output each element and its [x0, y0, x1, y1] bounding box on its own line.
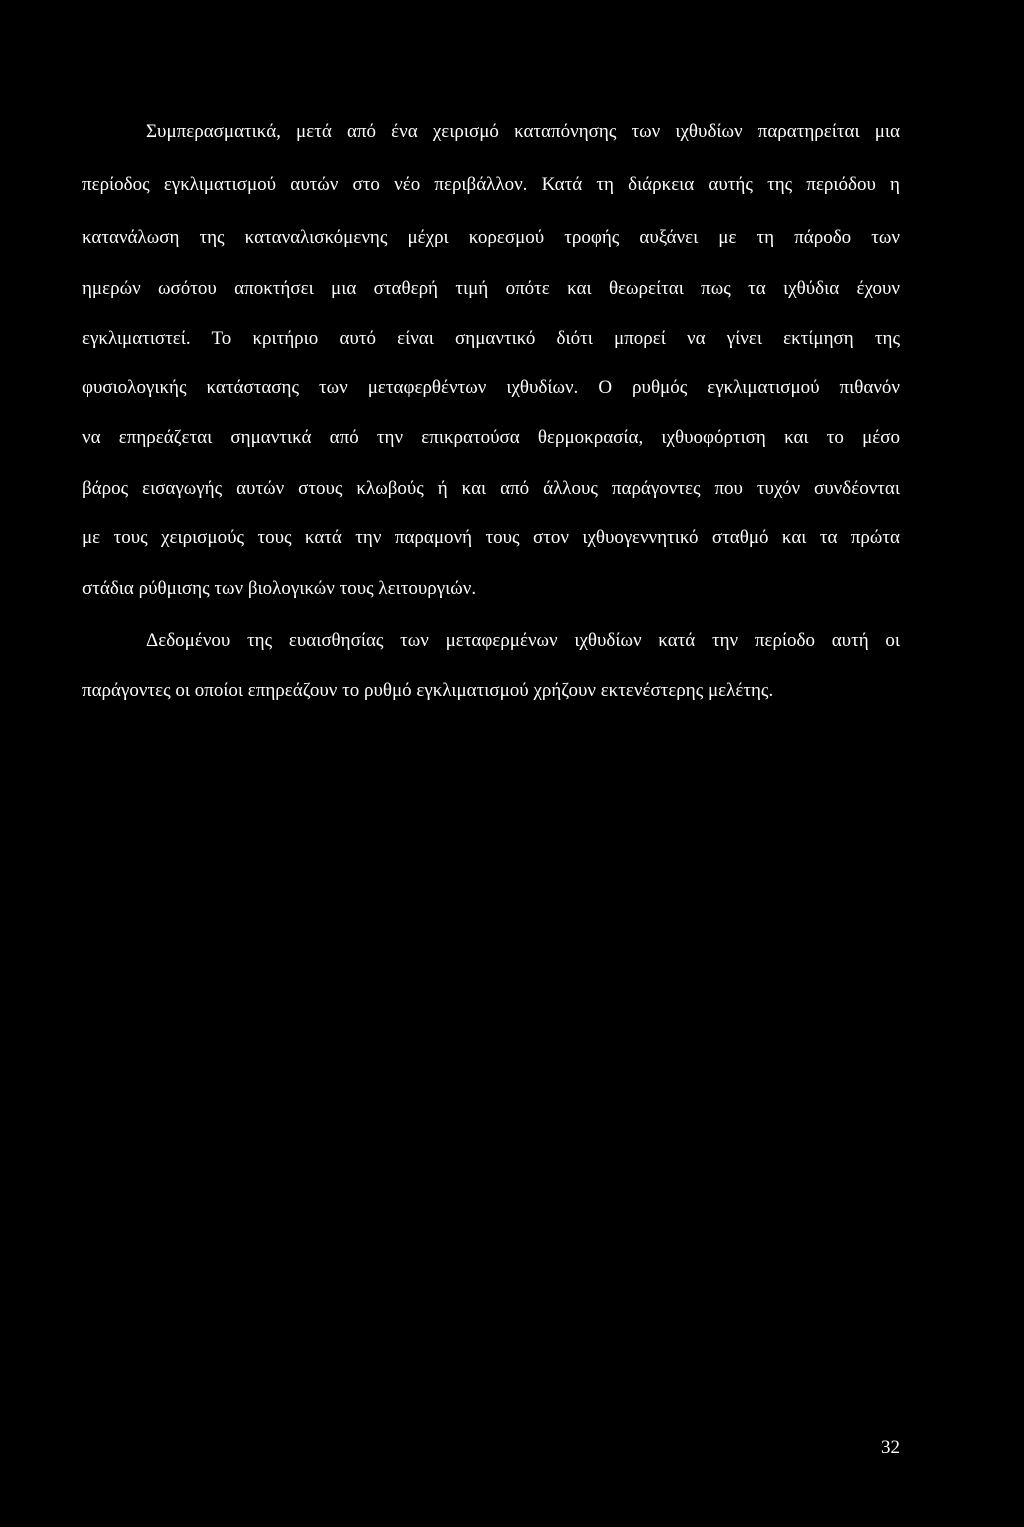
paragraph-line: με τους χειρισμούς τους κατά την παραμονή τους στον ιχθυογεννητικό σταθμό και τα πρώτα [82, 527, 900, 548]
paragraph-line: ημερών ωσότου αποκτήσει μια σταθερή τιμή οπότε και θεωρείται πως τα ιχθύδια έχουν [82, 278, 900, 299]
paragraph-line: παράγοντες οι οποίοι επηρεάζουν το ρυθμό εγκλιματισμού χρήζουν εκτενέστερης μελέτης. [82, 680, 774, 701]
paragraph-line: στάδια ρύθμισης των βιολογικών τους λειτουργιών. [82, 578, 477, 599]
paragraph-line: περίοδος εγκλιματισμού αυτών στο νέο περιβάλλον. Κατά τη διάρκεια αυτής της περιόδου η [82, 174, 900, 195]
paragraph-line: Συμπερασματικά, μετά από ένα χειρισμό καταπόνησης των ιχθυδίων παρατηρείται μια [146, 121, 900, 142]
paragraph-line: φυσιολογικής κατάστασης των μεταφερθέντων ιχθυδίων. Ο ρυθμός εγκλιματισμού πιθανόν [82, 377, 900, 398]
page-number: 32 [881, 1437, 900, 1458]
paragraph-line: κατανάλωση της καταναλισκόμενης μέχρι κορεσμού τροφής αυξάνει με τη πάροδο των [82, 227, 900, 248]
paragraph-line: Δεδομένου της ευαισθησίας των μεταφερμένων ιχθυδίων κατά την περίοδο αυτή οι [146, 630, 900, 651]
paragraph-line: εγκλιματιστεί. Το κριτήριο αυτό είναι σημαντικό διότι μπορεί να γίνει εκτίμηση της [82, 328, 900, 349]
paragraph-line: να επηρεάζεται σημαντικά από την επικρατούσα θερμοκρασία, ιχθυοφόρτιση και το μέσο [82, 427, 900, 448]
paragraph-line: βάρος εισαγωγής αυτών στους κλωβούς ή και από άλλους παράγοντες που τυχόν συνδέονται [82, 478, 900, 499]
